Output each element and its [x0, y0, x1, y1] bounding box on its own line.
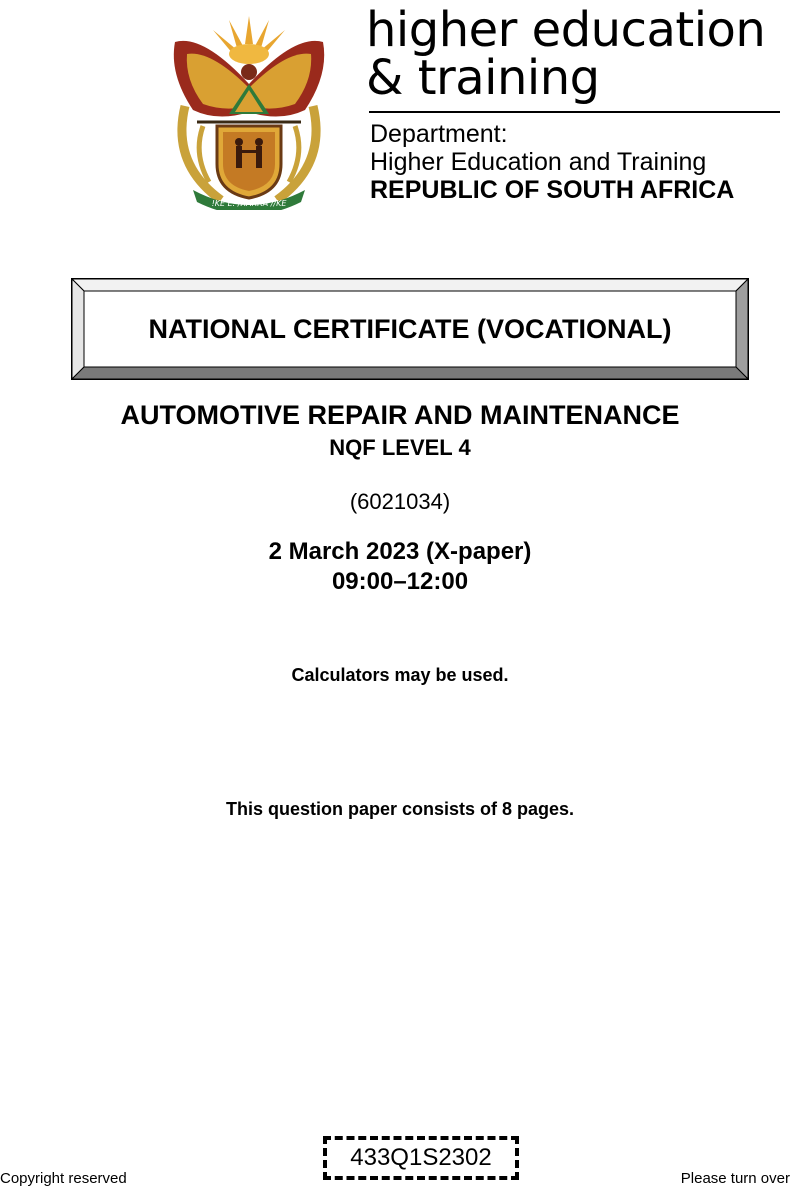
nqf-level: NQF LEVEL 4 — [329, 435, 471, 460]
coat-of-arms-motto: !KE E: /XARRA //KE — [211, 199, 287, 208]
country-name: REPUBLIC OF SOUTH AFRICA — [370, 176, 735, 204]
brand-title-line-2: & training — [366, 50, 600, 106]
exam-time: 09:00–12:00 — [331, 568, 469, 595]
turn-over-note: Please turn over — [680, 1170, 790, 1187]
department-label: Department: — [370, 120, 508, 148]
coat-of-arms-logo — [163, 14, 335, 210]
paper-code-box — [323, 1136, 519, 1180]
paper-code: 433Q1S2302 — [350, 1144, 492, 1171]
copyright-notice: Copyright reserved — [0, 1170, 127, 1187]
calculators-note: Calculators may be used. — [291, 665, 509, 685]
subject-code: (6021034) — [349, 489, 451, 514]
department-name: Higher Education and Training — [370, 148, 707, 176]
exam-date: 2 March 2023 (X-paper) — [268, 538, 532, 565]
page-count-note: This question paper consists of 8 pages. — [225, 799, 575, 819]
certificate-title: NATIONAL CERTIFICATE (VOCATIONAL) — [148, 313, 672, 344]
subject-title: AUTOMOTIVE REPAIR AND MAINTENANCE — [120, 400, 680, 430]
brand-title-line-1: higher education — [366, 2, 766, 58]
brand-divider — [369, 111, 780, 113]
